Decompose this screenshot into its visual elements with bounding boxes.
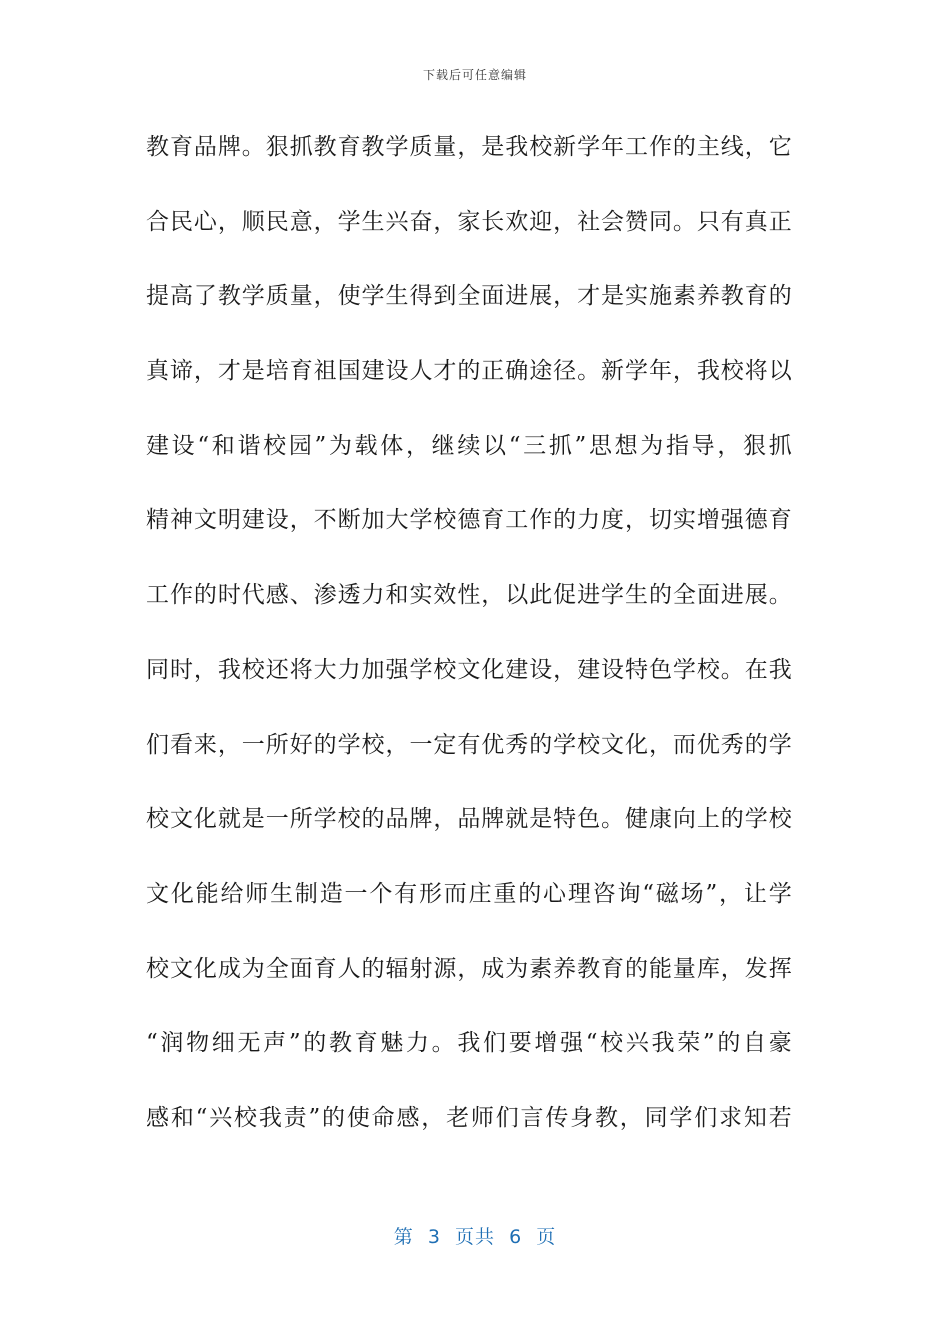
text-line: 教育品牌。狠抓教育教学质量，是我校新学年工作的主线，它 — [146, 134, 792, 160]
text-line: 建设“和谐校园”为载体，继续以“三抓”思想为指导，狠抓 — [146, 432, 792, 459]
text-line: 们看来，一所好的学校，一定有优秀的学校文化，而优秀的学 — [146, 731, 792, 758]
text-line: 校文化成为全面育人的辐射源，成为素养教育的能量库，发挥 — [146, 955, 792, 982]
text-line: 感和“兴校我责”的使命感，老师们言传身教，同学们求知若 — [146, 1104, 792, 1131]
text-line: 工作的时代感、渗透力和实效性，以此促进学生的全面进展。 — [146, 582, 792, 609]
text-line: “润物细无声”的教育魅力。我们要增强“校兴我荣”的自豪 — [146, 1030, 792, 1057]
text-line: 合民心，顺民意，学生兴奋，家长欢迎，社会赞同。只有真正 — [146, 208, 792, 235]
page-number: 第 3 页共 6 页 — [393, 1226, 557, 1248]
text-line: 同时，我校还将大力加强学校文化建设，建设特色学校。在我 — [146, 656, 792, 683]
page-header-note: 下载后可任意编辑 — [422, 68, 527, 82]
text-line: 真谛，才是培育祖国建设人才的正确途径。新学年，我校将以 — [146, 358, 792, 385]
text-line: 文化能给师生制造一个有形而庄重的心理咨询“磁场”，让学 — [146, 880, 792, 907]
text-line: 精神文明建设，不断加大学校德育工作的力度，切实增强德育 — [146, 507, 792, 534]
text-line: 校文化就是一所学校的品牌，品牌就是特色。健康向上的学校 — [146, 806, 792, 833]
body-text — [146, 126, 792, 1172]
text-line: 提高了教学质量，使学生得到全面进展，才是实施素养教育的 — [146, 283, 792, 310]
